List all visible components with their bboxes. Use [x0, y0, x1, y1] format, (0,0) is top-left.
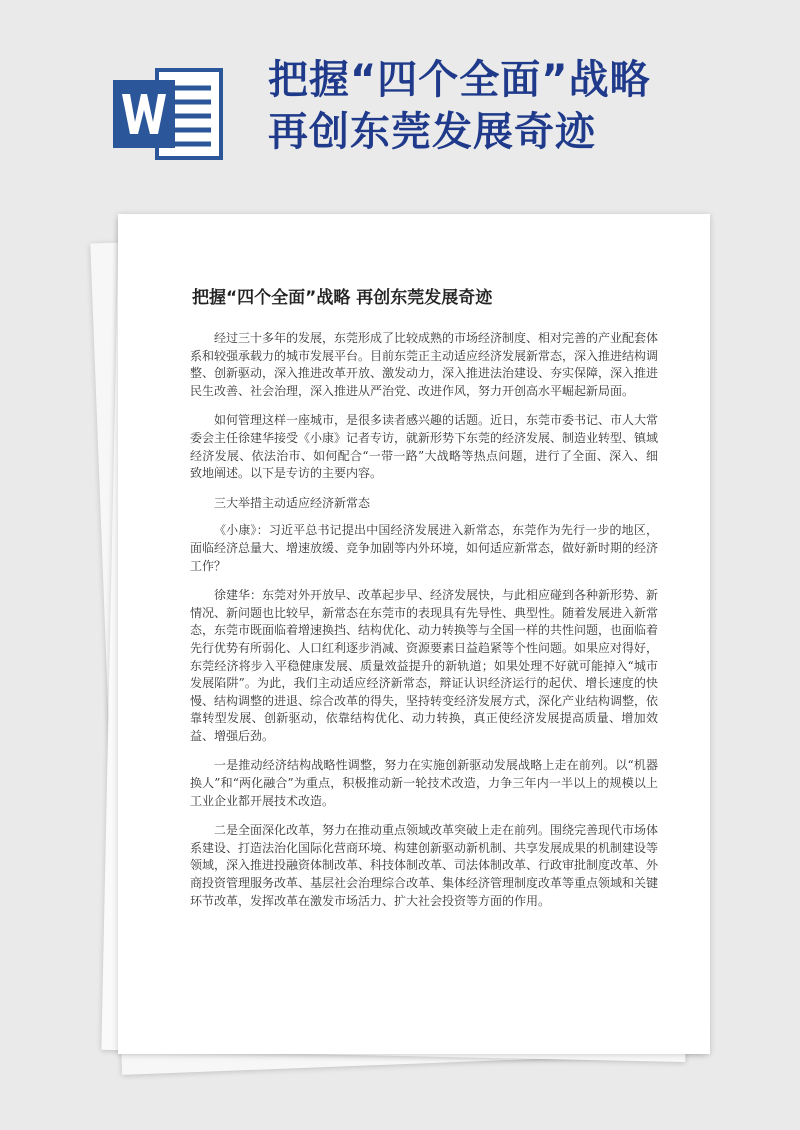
paragraph: 《小康》：习近平总书记提出中国经济发展进入新常态，东莞作为先行一步的地区，面临经济总量大、增速放缓、竞争加剧等内外环境，如何适应新常态，做好新时期的经济工作？ [190, 523, 659, 573]
paragraph: 二是全面深化改革，努力在推动重点领域改革突破上走在前列。围绕完善现代市场体系建设、打造法治化国际化营商环境、构建创新驱动新机制、共享发展成果的机制建设等领域，深入推进投融资体制改革、科技体制改革、司法体制改革、行政审批制度改革、外商投资管理服务改革、基层社会治理综合改革、集体经济管理制度改革等重点领域和关键环节改革，发挥改革在激发市场活力、扩大社会投资等方面的作用。 [190, 823, 659, 908]
section-heading: 三大举措主动适应经济新常态 [214, 495, 371, 510]
paragraph: 一是推动经济结构战略性调整，努力在实施创新驱动发展战略上走在前列。以“机器换人”和“两化融合”为重点，积极推动新一轮技术改造，力争三年内一半以上的规模以上工业企业都开展技术改造。 [190, 758, 658, 808]
paragraph: 如何管理这样一座城市，是很多读者感兴趣的话题。近日，东莞市委书记、市人大常委会主任徐建华接受《小康》记者专访，就新形势下东莞的经济发展、制造业转型、镇域经济发展、依法治市、如何配合“一带一路”大战略等热点问题，进行了全面、深入、细致地阐述。以下是专访的主要内容。 [190, 413, 659, 481]
article-title: 把握“四个全面”战略 再创东莞发展奇迹 [192, 288, 493, 308]
header-banner [0, 0, 800, 210]
word-doc-icon [113, 66, 225, 162]
document-title [268, 54, 768, 158]
paragraph: 经过三十多年的发展，东莞形成了比较成熟的市场经济制度、相对完善的产业配套体系和较强承载力的城市发展平台。目前东莞正主动适应经济发展新常态，深入推进结构调整、创新驱动，深入推进改革开放、激发动力，深入推进法治建设、夯实保障，深入推进民生改善、社会治理，深入推进从严治党、改进作风，努力开创高水平崛起新局面。 [190, 331, 659, 398]
paragraph: 徐建华：东莞对外开放早、改革起步早、经济发展快，与此相应碰到各种新形势、新情况、新问题也比较早，新常态在东莞市的表现具有先导性、典型性。随着发展进入新常态，东莞市既面临着增速换挡、结构优化、动力转换等与全国一样的共性问题，也面临着先行优势有所弱化、人口红利逐步消减、资源要素日益趋紧等个性问题。如果应对得好，东莞经济将步入平稳健康发展、质量效益提升的新轨道；如果处理不好就可能掉入“城市发展陷阱”。为此，我们主动适应经济新常态，辩证认识经济运行的起伏、增长速度的快慢、结构调整的进退、综合改革的得失，坚持转变经济发展方式，深化产业结构调整，依靠转型发展、创新驱动，依靠结构优化、动力转换，真正使经济发展提高质量、增加效益、增强后劲。 [190, 588, 659, 743]
document-title-line2: 再创东莞发展奇迹 [268, 109, 596, 155]
document-title-line1: 把握“四个全面”战略 [268, 57, 651, 103]
article-body [190, 330, 658, 922]
